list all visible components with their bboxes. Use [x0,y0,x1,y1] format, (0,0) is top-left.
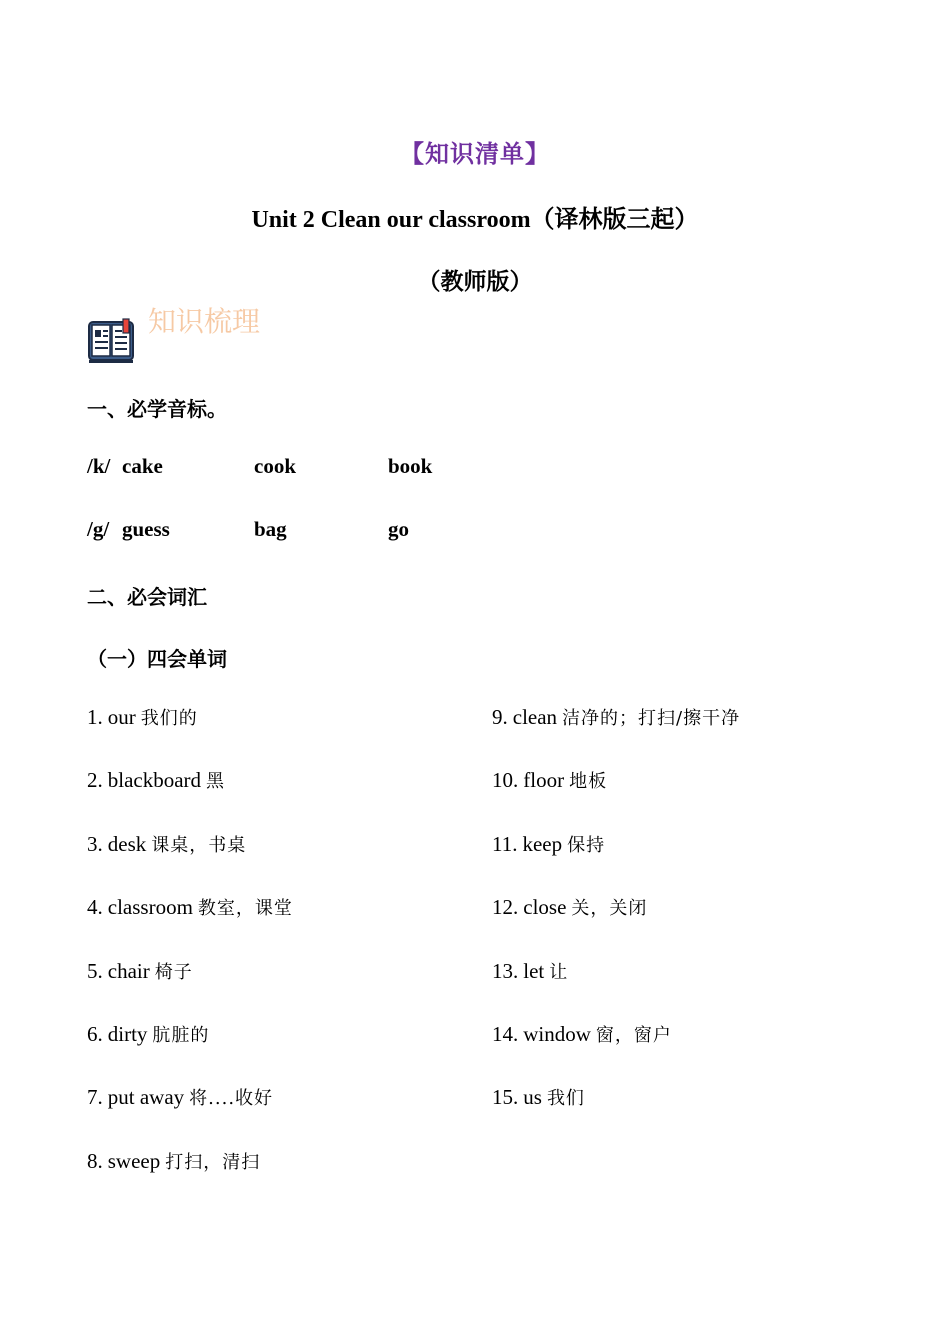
vocab-number: 9. [492,705,508,729]
phonics-word: book [388,454,433,478]
vocab-number: 1. [87,705,103,729]
phonics-word: cook [254,454,296,478]
vocab-number: 12. [492,895,519,920]
vocab-item [87,894,293,920]
vocab-item [492,1084,585,1110]
vocab-number: 6. [87,1022,103,1046]
vocab-chinese: 椅子 [154,961,193,983]
vocab-subheading: （一）四会单词 [87,649,227,671]
vocab-item [492,767,607,793]
vocab-chinese: 地板 [569,771,608,793]
vocab-chinese: 肮脏的 [152,1025,210,1046]
vocab-english: sweep [107,1148,161,1173]
vocab-item [492,958,568,984]
vocab-number: 4. [87,895,103,920]
vocab-english: let [523,958,545,983]
phonics-word: bag [254,517,287,541]
section-title: 知识梳理 [148,305,261,338]
vocab-item [492,1021,672,1047]
vocab-number: 11. [492,831,518,856]
vocab-chinese: 窗，窗户 [595,1025,672,1046]
vocab-chinese: 我们 [546,1088,585,1110]
vocab-english: clean [512,705,558,729]
vocab-number: 15. [492,1085,519,1110]
vocab-item [87,1021,209,1047]
vocab-item [87,767,225,793]
vocab-chinese: 保持 [567,834,606,856]
vocab-english: close [523,895,567,920]
vocab-item [87,831,246,857]
vocab-number: 2. [87,768,103,793]
phonics-symbol: /g/ [87,517,110,541]
vocab-number: 3. [87,831,103,856]
vocab-english: put away [107,1085,185,1110]
edition-label: （教师版） [417,269,533,294]
vocab-chinese: 将....收好 [189,1088,274,1110]
phonics-word: go [388,517,409,541]
vocab-item [87,704,198,730]
vocab-item [87,958,193,984]
vocab-chinese: 让 [549,961,569,983]
vocab-number: 5. [87,958,103,983]
vocab-number: 7. [87,1085,103,1110]
vocab-english: chair [107,958,150,983]
vocab-chinese: 洁净的；打扫/擦干净 [562,708,741,729]
vocab-english: blackboard [107,768,202,793]
vocab-number: 8. [87,1148,103,1173]
vocab-item [492,894,647,920]
vocab-english: our [107,705,136,729]
unit-title: Unit 2 Clean our classroom（译林版三起） [251,207,699,233]
vocab-number: 14. [492,1022,519,1046]
phonics-word: cake [122,454,163,478]
vocab-item [492,704,740,730]
book-icon [86,318,136,366]
phonics-heading: 一、必学音标。 [87,399,227,421]
vocab-chinese: 教室，课堂 [197,898,293,920]
vocab-chinese: 黑 [206,771,226,793]
vocab-english: classroom [107,895,193,920]
vocab-english: us [523,1085,542,1110]
vocab-heading: 二、必会词汇 [87,587,207,609]
vocab-english: dirty [107,1022,148,1046]
phonics-symbol: /k/ [87,454,111,478]
vocab-item [87,1148,260,1174]
vocab-number: 13. [492,958,519,983]
vocab-item [492,831,605,857]
vocab-english: window [523,1022,591,1046]
vocab-item [87,1084,273,1110]
vocab-chinese: 课桌，书桌 [151,834,247,856]
vocab-number: 10. [492,768,519,793]
list-title: 【知识清单】 [400,142,550,168]
vocab-english: keep [522,831,563,856]
vocab-chinese: 关，关闭 [571,898,648,920]
phonics-word: guess [122,517,170,541]
vocab-chinese: 打扫，清扫 [165,1151,261,1173]
vocab-english: desk [107,831,147,856]
vocab-chinese: 我们的 [140,708,198,729]
vocab-english: floor [523,768,565,793]
